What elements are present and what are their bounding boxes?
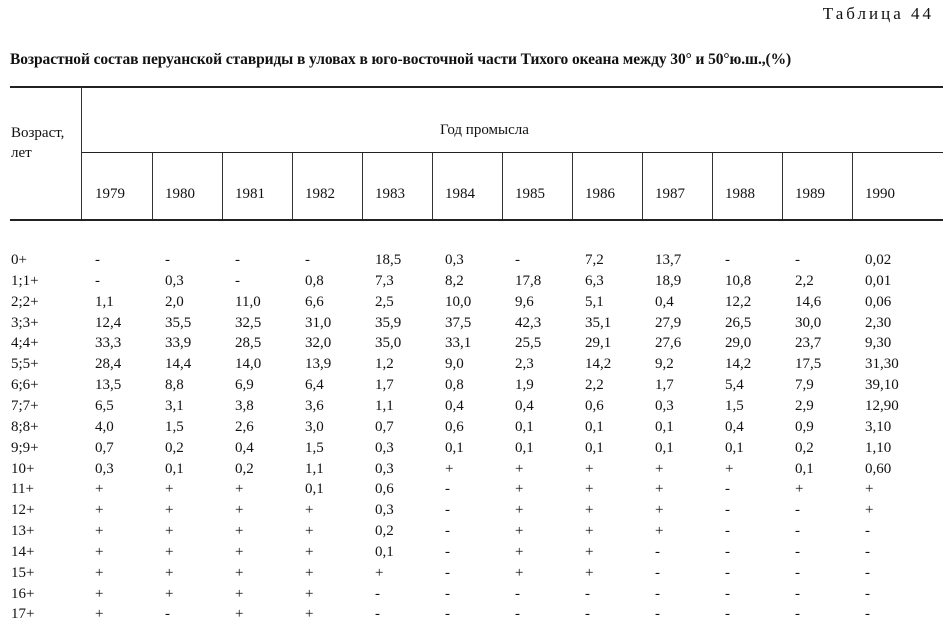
value-cell: -	[795, 606, 800, 622]
value-cell: 32,0	[305, 335, 332, 351]
value-cell: -	[445, 586, 450, 602]
value-cell: -	[725, 606, 730, 622]
value-cell: 1,1	[375, 398, 394, 414]
year-column-divider	[502, 153, 503, 219]
value-cell: 7,9	[795, 377, 814, 393]
value-cell: 6,9	[235, 377, 254, 393]
value-cell: 42,3	[515, 315, 542, 331]
age-cell: 6;6+	[11, 377, 39, 393]
year-header-1984: 1984	[445, 186, 475, 202]
value-cell: -	[655, 544, 660, 560]
value-cell: -	[865, 606, 870, 622]
value-cell: 0,1	[585, 419, 604, 435]
value-cell: +	[95, 523, 104, 539]
value-cell: 0,6	[585, 398, 604, 414]
value-cell: +	[235, 544, 244, 560]
value-cell: +	[235, 523, 244, 539]
value-cell: 11,0	[235, 294, 261, 310]
table-title: Возрастной состав перуанской ставриды в уловах в юго-восточной части Тихого океана между 30° и 50°ю.ш.,(%)	[10, 51, 792, 68]
year-header-1986: 1986	[585, 186, 615, 202]
age-cell: 9;9+	[11, 440, 39, 456]
age-cell: 17+	[11, 606, 35, 622]
value-cell: -	[795, 586, 800, 602]
value-cell: -	[725, 586, 730, 602]
age-cell: 5;5+	[11, 356, 39, 372]
age-cell: 10+	[11, 461, 35, 477]
value-cell: +	[95, 544, 104, 560]
value-cell: 0,3	[95, 461, 114, 477]
year-column-divider	[852, 153, 853, 219]
value-cell: -	[655, 606, 660, 622]
value-cell: -	[515, 586, 520, 602]
year-header-1989: 1989	[795, 186, 825, 202]
value-cell: 37,5	[445, 315, 472, 331]
value-cell: 12,2	[725, 294, 752, 310]
value-cell: 3,1	[165, 398, 184, 414]
value-cell: 0,7	[375, 419, 394, 435]
value-cell: -	[305, 252, 310, 268]
year-column-divider	[362, 153, 363, 219]
value-cell: +	[585, 544, 594, 560]
value-cell: +	[235, 606, 244, 622]
year-column-divider	[292, 153, 293, 219]
value-cell: 29,0	[725, 335, 752, 351]
age-cell: 4;4+	[11, 335, 39, 351]
value-cell: 0,01	[865, 273, 892, 289]
value-cell: 0,3	[375, 461, 394, 477]
value-cell: 26,5	[725, 315, 752, 331]
value-cell: 25,5	[515, 335, 542, 351]
value-cell: -	[95, 273, 100, 289]
value-cell: 0,2	[795, 440, 814, 456]
value-cell: -	[445, 544, 450, 560]
value-cell: 0,3	[375, 502, 394, 518]
value-cell: -	[865, 523, 870, 539]
value-cell: +	[515, 565, 524, 581]
value-cell: 0,9	[795, 419, 814, 435]
value-cell: -	[165, 252, 170, 268]
value-cell: +	[95, 606, 104, 622]
value-cell: 28,5	[235, 335, 262, 351]
value-cell: 0,1	[585, 440, 604, 456]
year-column-divider	[782, 153, 783, 219]
value-cell: +	[235, 502, 244, 518]
year-header-1990: 1990	[865, 186, 895, 202]
value-cell: 35,0	[375, 335, 402, 351]
year-column-divider	[642, 153, 643, 219]
value-cell: 0,60	[865, 461, 892, 477]
value-cell: 1,9	[515, 377, 534, 393]
value-cell: -	[795, 544, 800, 560]
value-cell: 14,4	[165, 356, 192, 372]
value-cell: 0,4	[515, 398, 534, 414]
value-cell: 32,5	[235, 315, 262, 331]
value-cell: +	[515, 523, 524, 539]
value-cell: 1,2	[375, 356, 394, 372]
value-cell: 29,1	[585, 335, 612, 351]
value-cell: +	[725, 461, 734, 477]
value-cell: 4,0	[95, 419, 114, 435]
age-cell: 13+	[11, 523, 35, 539]
years-group-rule	[82, 152, 943, 153]
value-cell: +	[865, 481, 874, 497]
value-cell: 13,7	[655, 252, 682, 268]
value-cell: 12,90	[865, 398, 899, 414]
value-cell: 1,1	[95, 294, 114, 310]
value-cell: 2,0	[165, 294, 184, 310]
age-cell: 0+	[11, 252, 27, 268]
year-header-1987: 1987	[655, 186, 685, 202]
value-cell: +	[165, 544, 174, 560]
value-cell: +	[515, 502, 524, 518]
value-cell: 0,3	[165, 273, 184, 289]
value-cell: +	[165, 523, 174, 539]
value-cell: 31,30	[865, 356, 899, 372]
value-cell: 0,8	[305, 273, 324, 289]
value-cell: 8,2	[445, 273, 464, 289]
age-cell: 3;3+	[11, 315, 39, 331]
value-cell: +	[95, 481, 104, 497]
age-column-divider	[81, 87, 82, 219]
value-cell: 5,4	[725, 377, 744, 393]
value-cell: +	[585, 461, 594, 477]
age-header	[11, 123, 64, 163]
value-cell: 0,2	[165, 440, 184, 456]
value-cell: -	[865, 565, 870, 581]
age-cell: 1;1+	[11, 273, 39, 289]
value-cell: 6,4	[305, 377, 324, 393]
value-cell: 2,3	[515, 356, 534, 372]
value-cell: -	[445, 502, 450, 518]
age-cell: 12+	[11, 502, 35, 518]
value-cell: +	[305, 523, 314, 539]
value-cell: 2,30	[865, 315, 892, 331]
value-cell: 13,9	[305, 356, 332, 372]
value-cell: 0,4	[725, 419, 744, 435]
value-cell: +	[655, 461, 664, 477]
value-cell: 6,5	[95, 398, 114, 414]
value-cell: -	[725, 252, 730, 268]
value-cell: 0,1	[655, 440, 674, 456]
value-cell: +	[795, 481, 804, 497]
value-cell: -	[795, 565, 800, 581]
value-cell: +	[375, 565, 384, 581]
year-header-1983: 1983	[375, 186, 405, 202]
value-cell: +	[95, 586, 104, 602]
value-cell: -	[445, 606, 450, 622]
value-cell: 31,0	[305, 315, 332, 331]
year-header-1985: 1985	[515, 186, 545, 202]
age-header-line1: Возраст,	[11, 125, 65, 141]
value-cell: -	[865, 586, 870, 602]
value-cell: -	[725, 565, 730, 581]
age-cell: 7;7+	[11, 398, 39, 414]
value-cell: +	[515, 461, 524, 477]
value-cell: +	[515, 544, 524, 560]
age-cell: 14+	[11, 544, 35, 560]
value-cell: 17,8	[515, 273, 542, 289]
value-cell: +	[585, 481, 594, 497]
value-cell: 9,30	[865, 335, 892, 351]
value-cell: -	[725, 544, 730, 560]
value-cell: 0,4	[655, 294, 674, 310]
value-cell: +	[305, 586, 314, 602]
value-cell: 5,1	[585, 294, 604, 310]
year-column-divider	[222, 153, 223, 219]
value-cell: 1,5	[305, 440, 324, 456]
top-rule	[10, 86, 943, 88]
value-cell: 6,6	[305, 294, 324, 310]
value-cell: 33,9	[165, 335, 192, 351]
value-cell: 35,9	[375, 315, 402, 331]
value-cell: 3,0	[305, 419, 324, 435]
value-cell: 3,6	[305, 398, 324, 414]
value-cell: 0,1	[655, 419, 674, 435]
year-header-1982: 1982	[305, 186, 335, 202]
value-cell: 0,02	[865, 252, 892, 268]
value-cell: 1,7	[375, 377, 394, 393]
value-cell: 2,2	[585, 377, 604, 393]
value-cell: 0,2	[375, 523, 394, 539]
value-cell: 0,1	[165, 461, 184, 477]
value-cell: +	[585, 565, 594, 581]
value-cell: 10,8	[725, 273, 752, 289]
value-cell: 9,0	[445, 356, 464, 372]
value-cell: +	[515, 481, 524, 497]
value-cell: +	[165, 565, 174, 581]
value-cell: +	[655, 523, 664, 539]
value-cell: 27,6	[655, 335, 682, 351]
value-cell: +	[585, 502, 594, 518]
value-cell: -	[795, 502, 800, 518]
value-cell: -	[655, 565, 660, 581]
value-cell: +	[95, 565, 104, 581]
value-cell: 18,5	[375, 252, 402, 268]
value-cell: +	[165, 586, 174, 602]
value-cell: -	[515, 252, 520, 268]
value-cell: 9,2	[655, 356, 674, 372]
value-cell: -	[725, 523, 730, 539]
value-cell: +	[655, 481, 664, 497]
value-cell: -	[375, 586, 380, 602]
value-cell: 1,10	[865, 440, 892, 456]
value-cell: 35,1	[585, 315, 612, 331]
value-cell: -	[95, 252, 100, 268]
value-cell: 12,4	[95, 315, 122, 331]
age-header-line2: лет	[11, 145, 32, 161]
value-cell: 14,0	[235, 356, 262, 372]
value-cell: 0,1	[795, 461, 814, 477]
value-cell: 1,5	[165, 419, 184, 435]
value-cell: 0,1	[515, 440, 534, 456]
value-cell: 17,5	[795, 356, 822, 372]
value-cell: -	[655, 586, 660, 602]
value-cell: 10,0	[445, 294, 472, 310]
value-cell: 0,1	[445, 440, 464, 456]
value-cell: 23,7	[795, 335, 822, 351]
age-cell: 16+	[11, 586, 35, 602]
value-cell: -	[165, 606, 170, 622]
value-cell: 0,3	[655, 398, 674, 414]
value-cell: +	[305, 502, 314, 518]
value-cell: -	[585, 606, 590, 622]
value-cell: +	[165, 481, 174, 497]
value-cell: +	[305, 565, 314, 581]
year-header-1988: 1988	[725, 186, 755, 202]
value-cell: 0,7	[95, 440, 114, 456]
value-cell: +	[305, 606, 314, 622]
year-column-divider	[572, 153, 573, 219]
value-cell: 14,2	[585, 356, 612, 372]
value-cell: 0,4	[445, 398, 464, 414]
value-cell: 0,3	[445, 252, 464, 268]
year-column-divider	[712, 153, 713, 219]
value-cell: +	[865, 502, 874, 518]
age-cell: 11+	[11, 481, 34, 497]
value-cell: +	[235, 481, 244, 497]
value-cell: 13,5	[95, 377, 122, 393]
value-cell: -	[375, 606, 380, 622]
value-cell: 1,7	[655, 377, 674, 393]
value-cell: 2,6	[235, 419, 254, 435]
value-cell: +	[235, 586, 244, 602]
value-cell: 3,8	[235, 398, 254, 414]
value-cell: -	[235, 252, 240, 268]
value-cell: 2,5	[375, 294, 394, 310]
value-cell: 39,10	[865, 377, 899, 393]
table-number-label: Таблица 44	[822, 4, 934, 23]
value-cell: 0,06	[865, 294, 892, 310]
year-group-header: Год промысла	[440, 122, 529, 138]
year-header-1979: 1979	[95, 186, 125, 202]
value-cell: 18,9	[655, 273, 682, 289]
value-cell: 9,6	[515, 294, 534, 310]
value-cell: 0,1	[305, 481, 324, 497]
year-column-divider	[432, 153, 433, 219]
value-cell: 7,3	[375, 273, 394, 289]
value-cell: 27,9	[655, 315, 682, 331]
value-cell: 8,8	[165, 377, 184, 393]
value-cell: 3,10	[865, 419, 892, 435]
value-cell: -	[725, 481, 730, 497]
value-cell: +	[445, 461, 454, 477]
value-cell: 33,3	[95, 335, 122, 351]
value-cell: 6,3	[585, 273, 604, 289]
value-cell: -	[445, 481, 450, 497]
value-cell: +	[95, 502, 104, 518]
value-cell: 28,4	[95, 356, 122, 372]
value-cell: 0,6	[375, 481, 394, 497]
value-cell: -	[445, 523, 450, 539]
age-cell: 8;8+	[11, 419, 39, 435]
value-cell: 0,6	[445, 419, 464, 435]
value-cell: 0,8	[445, 377, 464, 393]
value-cell: +	[165, 502, 174, 518]
year-header-1981: 1981	[235, 186, 265, 202]
value-cell: +	[235, 565, 244, 581]
value-cell: -	[585, 586, 590, 602]
header-bottom-rule	[10, 219, 943, 221]
value-cell: 14,6	[795, 294, 822, 310]
value-cell: 7,2	[585, 252, 604, 268]
value-cell: 0,4	[235, 440, 254, 456]
value-cell: 14,2	[725, 356, 752, 372]
value-cell: -	[235, 273, 240, 289]
value-cell: +	[655, 502, 664, 518]
value-cell: +	[585, 523, 594, 539]
value-cell: +	[305, 544, 314, 560]
value-cell: 2,9	[795, 398, 814, 414]
value-cell: 2,2	[795, 273, 814, 289]
value-cell: 0,1	[725, 440, 744, 456]
value-cell: 0,1	[515, 419, 534, 435]
value-cell: -	[445, 565, 450, 581]
value-cell: -	[725, 502, 730, 518]
value-cell: 0,3	[375, 440, 394, 456]
age-cell: 15+	[11, 565, 35, 581]
year-column-divider	[152, 153, 153, 219]
value-cell: 35,5	[165, 315, 192, 331]
value-cell: -	[795, 523, 800, 539]
age-cell: 2;2+	[11, 294, 39, 310]
value-cell: 0,2	[235, 461, 254, 477]
value-cell: -	[515, 606, 520, 622]
value-cell: 0,1	[375, 544, 394, 560]
value-cell: -	[865, 544, 870, 560]
value-cell: 1,1	[305, 461, 324, 477]
value-cell: -	[795, 252, 800, 268]
value-cell: 33,1	[445, 335, 472, 351]
value-cell: 30,0	[795, 315, 822, 331]
year-header-1980: 1980	[165, 186, 195, 202]
value-cell: 1,5	[725, 398, 744, 414]
